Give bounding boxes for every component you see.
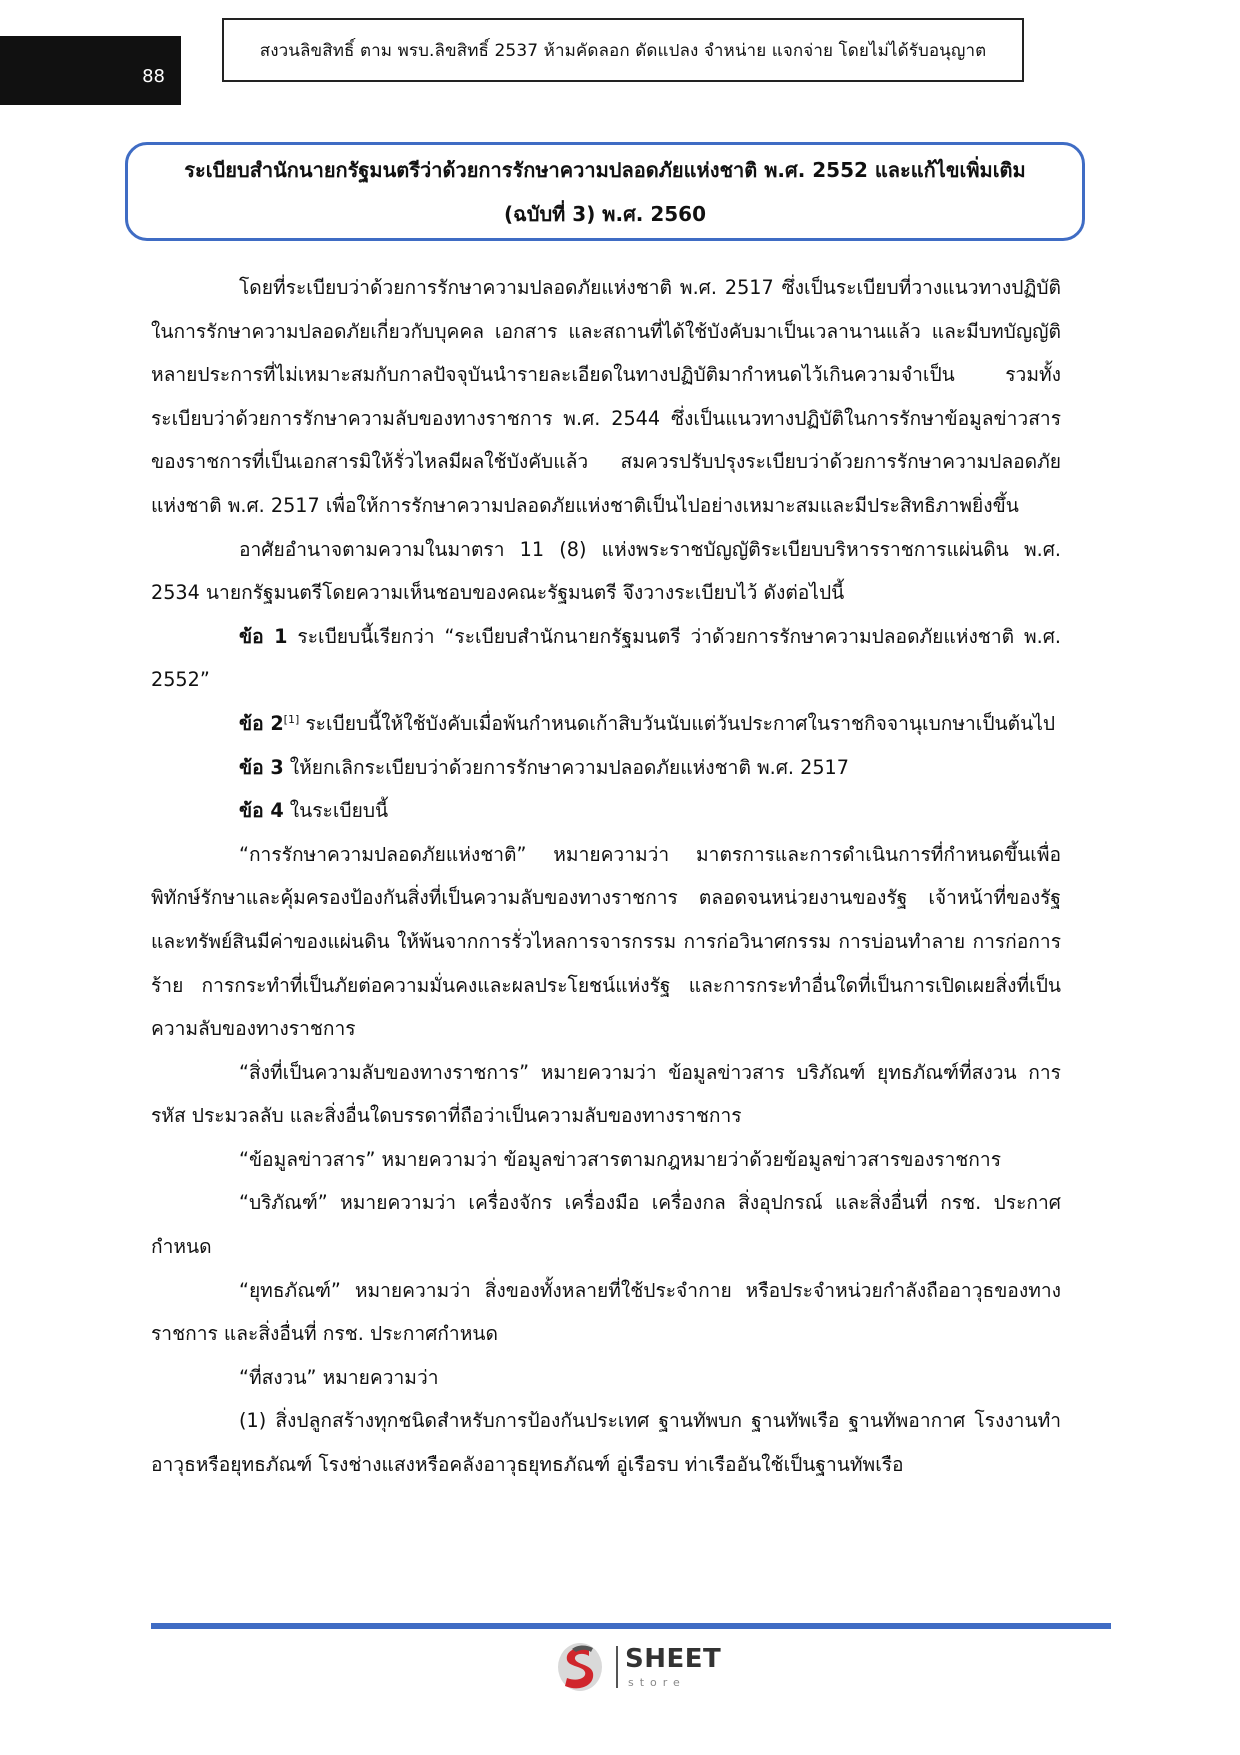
clause-1 — [151, 615, 1061, 702]
definition-restricted-area-item-1: (1) สิ่งปลูกสร้างทุกชนิดสำหรับการป้องกันประเทศ ฐานทัพบก ฐานทัพเรือ ฐานทัพอากาศ โรงงานทำอาวุธหรือยุทธภัณฑ์ โรงช่างแสงหรือคลังอาวุธยุทธภัณฑ์ อู่เรือรบ ท่าเรืออันใช้เป็นฐานทัพเรือ — [151, 1409, 1061, 1477]
logo-wordmark: SHEET — [625, 1644, 722, 1674]
clause-3 — [151, 746, 1061, 790]
definition-munitions: “ยุทธภัณฑ์” หมายความว่า สิ่งของทั้งหลายที่ใช้ประจำกาย หรือประจำหน่วยกำลังถืออาวุธของทางราชการ และสิ่งอื่นที่ กรช. ประกาศกำหนด — [151, 1278, 1061, 1346]
sheet-store-logo — [555, 1640, 735, 1694]
footer-rule — [151, 1623, 1111, 1629]
clause-3-label: ข้อ 3 — [239, 755, 284, 779]
clause-4-label: ข้อ 4 — [239, 799, 284, 823]
document-title-line2: (ฉบับที่ 3) พ.ศ. 2560 — [503, 201, 707, 226]
page-number: 88 — [142, 66, 165, 87]
logo-subtext: store — [628, 1676, 686, 1689]
definition-equipment: “บริภัณฑ์” หมายความว่า เครื่องจักร เครื่องมือ เครื่องกล สิ่งอุปกรณ์ และสิ่งอื่นที่ กรช. ประกาศกำหนด — [151, 1191, 1061, 1259]
clause-1-text: ระเบียบนี้เรียกว่า “ระเบียบสำนักนายกรัฐมนตรี ว่าด้วยการรักษาความปลอดภัยแห่งชาติ พ.ศ. 2552” — [151, 624, 1062, 692]
preamble-paragraph-1: โดยที่ระเบียบว่าด้วยการรักษาความปลอดภัยแห่งชาติ พ.ศ. 2517 ซึ่งเป็นระเบียบที่วางแนวทางปฏิบัติในการรักษาความปลอดภัยเกี่ยวกับบุคคล เอกสาร และสถานที่ได้ใช้บังคับมาเป็นเวลานานแล้ว และมีบทบัญญัติหลายประการที่ไม่เหมาะสมกับกาลปัจจุบันนำรายละเอียดในทางปฏิบัติมากำหนดไว้เกินความจำเป็น รวมทั้งระเบียบว่าด้วยการรักษาความลับของทางราชการ พ.ศ. 2544 ซึ่งเป็นแนวทางปฏิบัติในการรักษาข้อมูลข่าวสารของราชการที่เป็นเอกสารมิให้รั่วไหลมีผลใช้บังคับแล้ว สมควรปรับปรุงระเบียบว่าด้วยการรักษาความปลอดภัยแห่งชาติ พ.ศ. 2517 เพื่อให้การรักษาความปลอดภัยแห่งชาติเป็นไปอย่างเหมาะสมและมีประสิทธิภาพยิ่งขึ้น — [151, 276, 1061, 517]
clause-4 — [151, 789, 1061, 833]
definition-national-security: “การรักษาความปลอดภัยแห่งชาติ” หมายความว่า มาตรการและการดำเนินการที่กำหนดขึ้นเพื่อพิทักษ์รักษาและคุ้มครองป้องกันสิ่งที่เป็นความลับของทางราชการ ตลอดจนหน่วยงานของรัฐ เจ้าหน้าที่ของรัฐ และทรัพย์สินมีค่าของแผ่นดิน ให้พ้นจากการรั่วไหลการจารกรรม การก่อวินาศกรรม การบ่อนทำลาย การก่อการร้าย การกระทำที่เป็นภัยต่อความมั่นคงและผลประโยชน์แห่งรัฐ และการกระทำอื่นใดที่เป็นการเปิดเผยสิ่งที่เป็นความลับของทางราชการ — [151, 842, 1061, 1041]
clause-2-text: ระเบียบนี้ให้ใช้บังคับเมื่อพ้นกำหนดเก้าสิบวันนับแต่วันประกาศในราชกิจจานุเบกษาเป็นต้นไป — [299, 711, 1056, 735]
sheet-store-s-logo-icon — [555, 1640, 605, 1694]
page-number-box — [0, 36, 181, 105]
definition-official-secret: “สิ่งที่เป็นความลับของทางราชการ” หมายความว่า ข้อมูลข่าวสาร บริภัณฑ์ ยุทธภัณฑ์ที่สงวน การรหัส ประมวลลับ และสิ่งอื่นใดบรรดาที่ถือว่าเป็นความลับของทางราชการ — [151, 1060, 1061, 1128]
clause-2-footnote: [1] — [283, 712, 300, 726]
clause-4-text: ในระเบียบนี้ — [283, 799, 389, 823]
copyright-banner: สงวนลิขสิทธิ์ ตาม พรบ.ลิขสิทธิ์ 2537 ห้ามคัดลอก ดัดแปลง จำหน่าย แจกจ่าย โดยไม่ได้รับอนุญาต — [222, 18, 1024, 82]
document-title-box — [125, 142, 1085, 241]
clause-2-label: ข้อ 2 — [239, 711, 284, 735]
document-body — [151, 266, 1061, 1487]
logo-divider — [616, 1646, 618, 1688]
definition-restricted-area: “ที่สงวน” หมายความว่า — [239, 1365, 439, 1389]
definition-information: “ข้อมูลข่าวสาร” หมายความว่า ข้อมูลข่าวสารตามกฎหมายว่าด้วยข้อมูลข่าวสารของราชการ — [239, 1147, 1002, 1171]
clause-1-label: ข้อ 1 — [239, 624, 288, 648]
document-title-line1: ระเบียบสำนักนายกรัฐมนตรีว่าด้วยการรักษาความปลอดภัยแห่งชาติ พ.ศ. 2552 และแก้ไขเพิ่มเติม — [184, 157, 1026, 182]
clause-3-text: ให้ยกเลิกระเบียบว่าด้วยการรักษาความปลอดภัยแห่งชาติ พ.ศ. 2517 — [283, 755, 849, 779]
clause-2 — [151, 702, 1061, 746]
preamble-paragraph-2: อาศัยอำนาจตามความในมาตรา 11 (8) แห่งพระราชบัญญัติระเบียบบริหารราชการแผ่นดิน พ.ศ. 2534 นายกรัฐมนตรีโดยความเห็นชอบของคณะรัฐมนตรี จึงวางระเบียบไว้ ดังต่อไปนี้ — [151, 537, 1061, 605]
